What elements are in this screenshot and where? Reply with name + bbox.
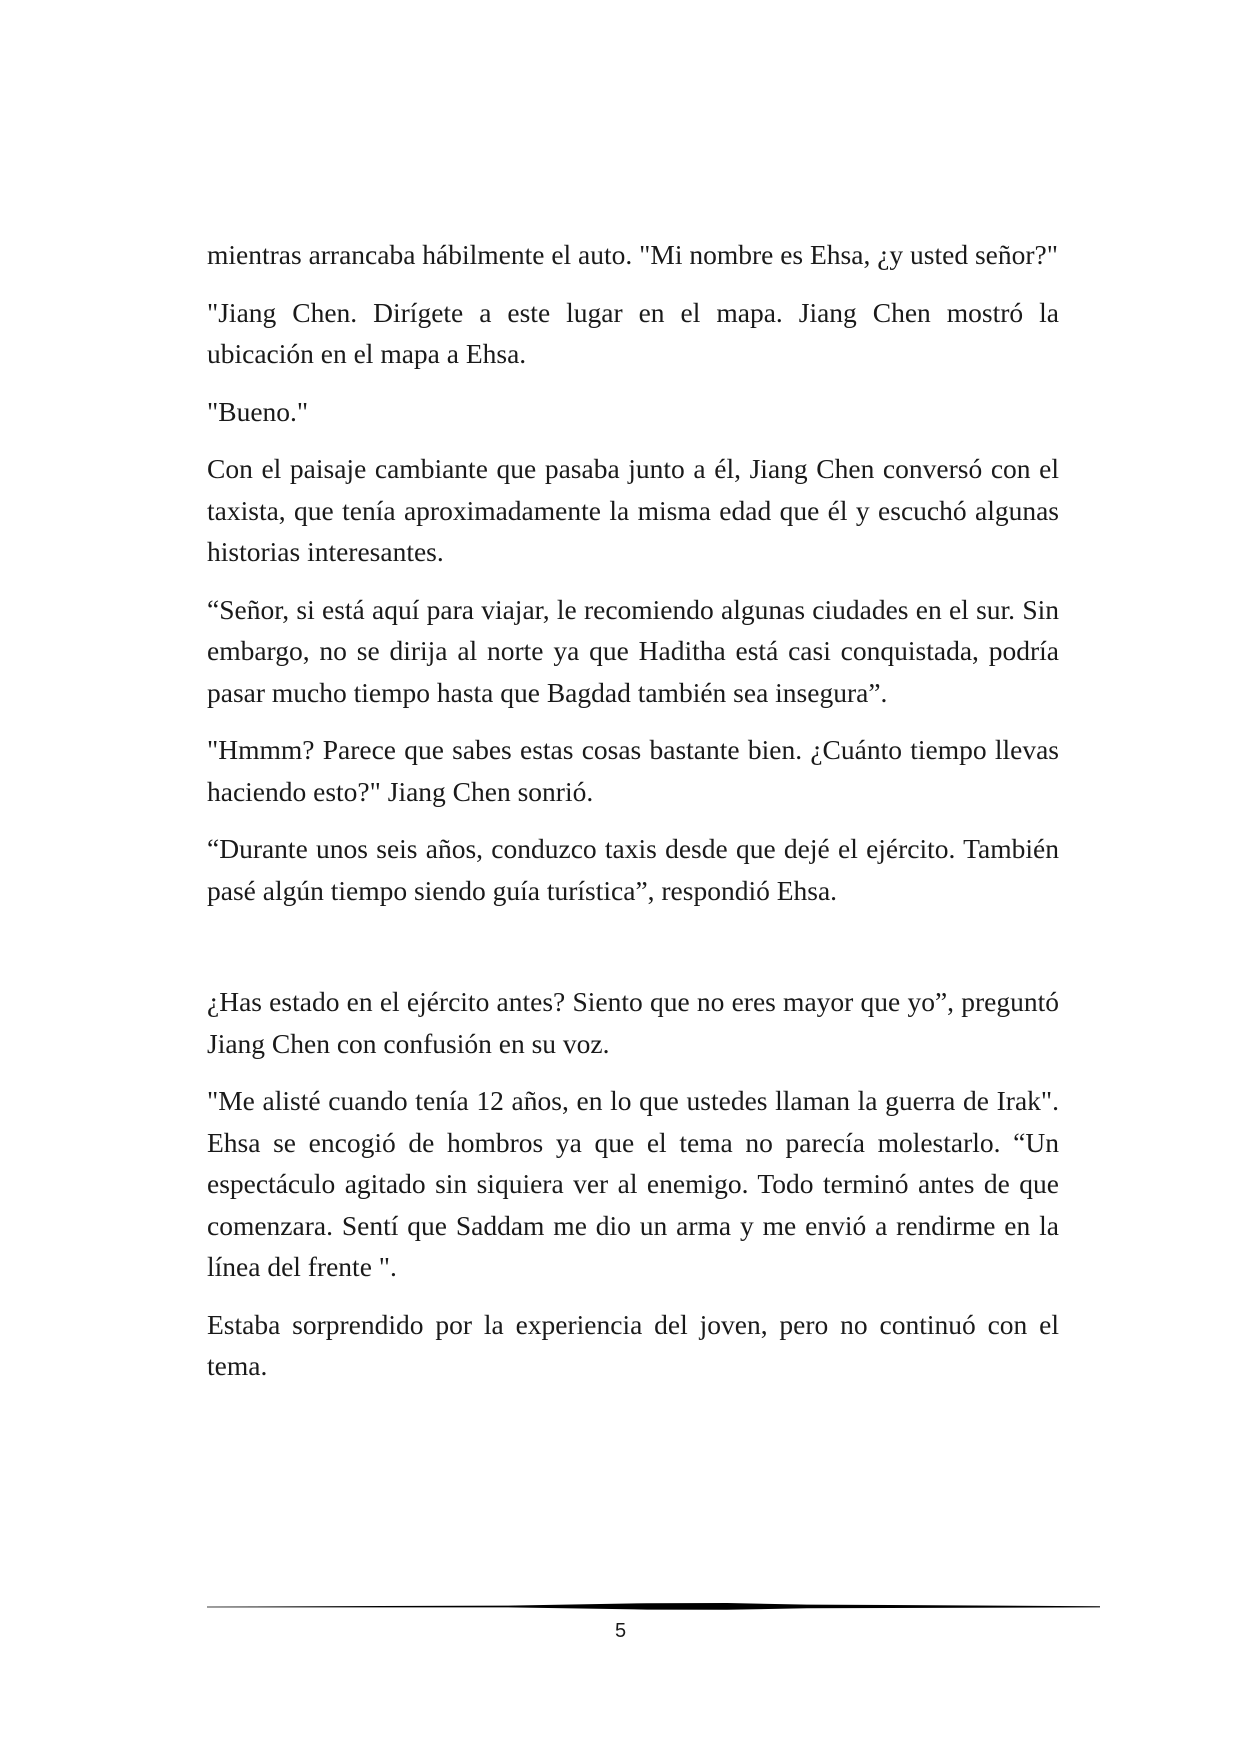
paragraph-7: “Durante unos seis años, conduzco taxis desde que dejé el ejército. También pasé algún tiempo siendo guía turística”, respondió Ehsa. xyxy=(207,833,1059,906)
paragraph-6: "Hmmm? Parece que sabes estas cosas bastante bien. ¿Cuánto tiempo llevas haciendo esto?" Jiang Chen sonrió. xyxy=(207,734,1059,807)
footer-rule-stroke xyxy=(207,1603,1100,1610)
paragraph-5: “Señor, si está aquí para viajar, le recomiendo algunas ciudades en el sur. Sin embargo, no se dirija al norte ya que Haditha está casi conquistada, podría pasar mucho tiempo hasta que Bagdad también sea insegura”. xyxy=(207,593,1059,708)
paragraph-9: "Me alisté cuando tenía 12 años, en lo que ustedes llaman la guerra de Irak". Ehsa se encogió de hombros ya que el tema no parecía molestarlo. “Un espectáculo agitado sin siquiera ver al enemigo. Todo terminó antes de que comenzara. Sentí que Saddam me dio un arma y me envió a rendirme en la línea del frente ". xyxy=(207,1085,1059,1282)
paragraph-1: mientras arrancaba hábilmente el auto. "Mi nombre es Ehsa, ¿y usted señor?" xyxy=(207,239,1058,270)
paragraph-4: Con el paisaje cambiante que pasaba junto a él, Jiang Chen conversó con el taxista, que tenía aproximadamente la misma edad que él y escuchó algunas historias interesantes. xyxy=(207,453,1059,567)
paragraph-10: Estaba sorprendido por la experiencia del joven, pero no continuó con el tema. xyxy=(207,1308,1059,1381)
page-number: 5 xyxy=(614,1620,627,1642)
footer-rule xyxy=(207,1600,1100,1614)
page-body xyxy=(207,234,1059,1403)
paragraph-8: ¿Has estado en el ejército antes? Siento que no eres mayor que yo”, preguntó Jiang Chen con confusión en su voz. xyxy=(207,986,1059,1059)
paragraph-2: "Jiang Chen. Dirígete a este lugar en el mapa. Jiang Chen mostró la ubicación en el mapa a Ehsa. xyxy=(207,296,1059,369)
paragraph-3: "Bueno." xyxy=(207,395,309,427)
